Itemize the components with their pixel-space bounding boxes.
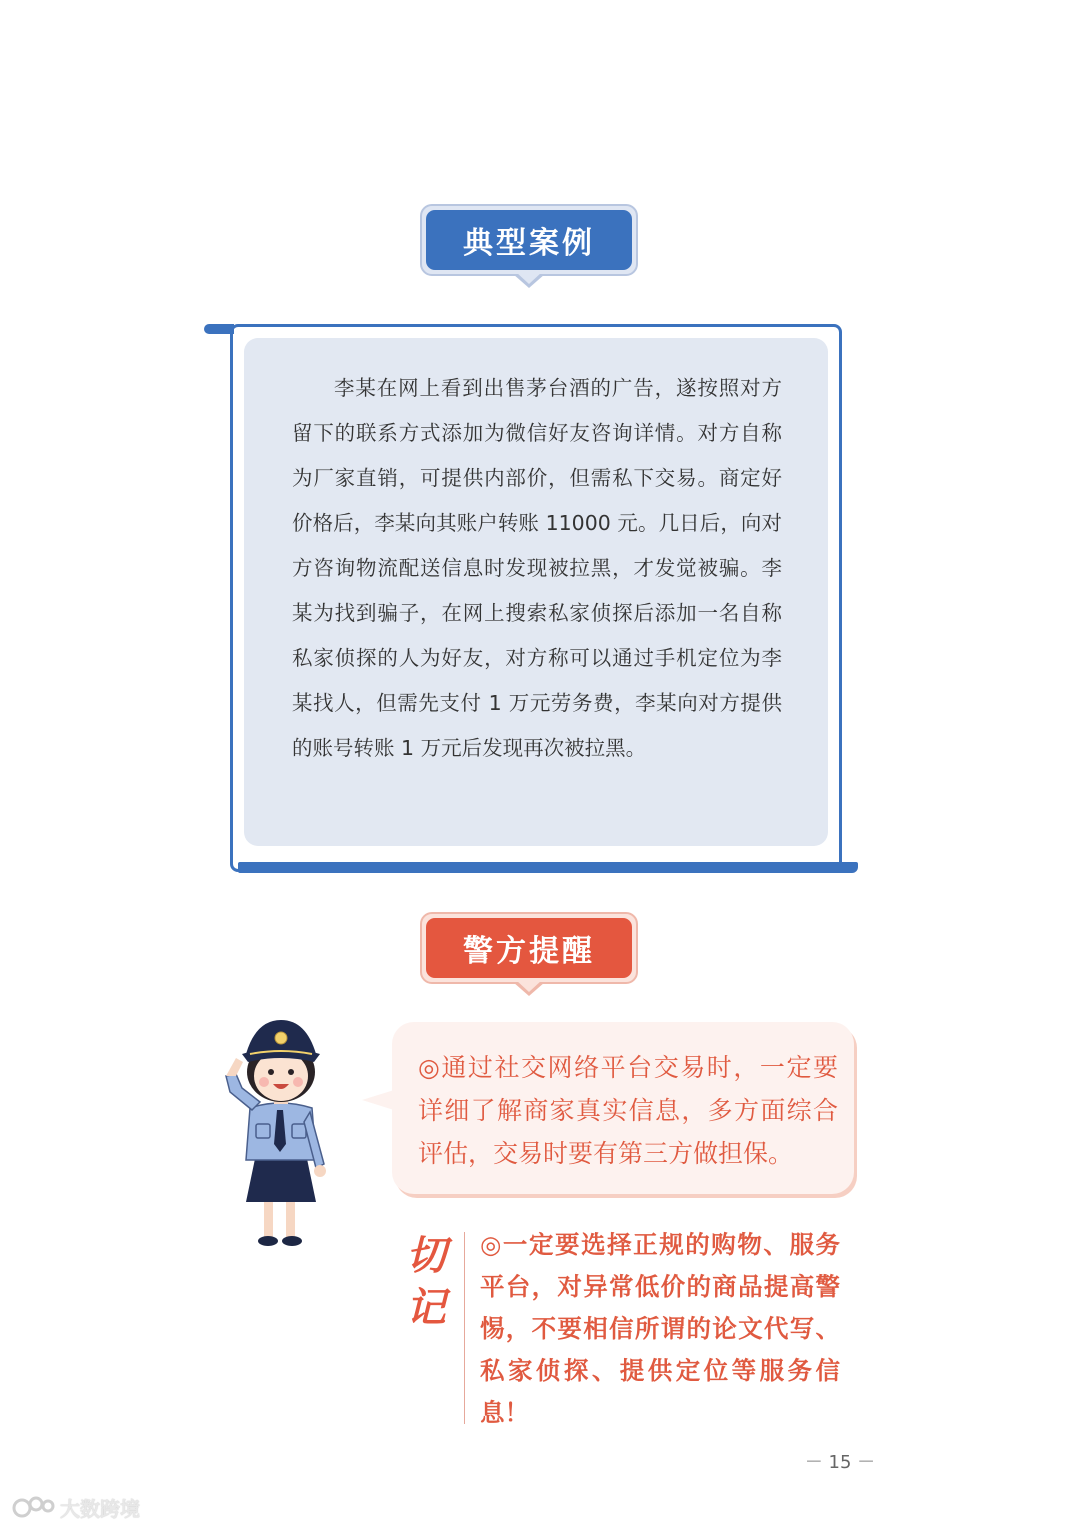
- remember-divider: [464, 1232, 465, 1424]
- police-officer-illustration: [216, 1014, 346, 1250]
- bubble-tail: [362, 1090, 394, 1110]
- reminder-tag-pointer-inner: [516, 980, 542, 992]
- case-frame-bottom-bar: [238, 862, 858, 873]
- case-section-title: 典型案例: [426, 210, 632, 270]
- case-tag-pointer-inner: [516, 272, 542, 284]
- case-body-text: 李某在网上看到出售茅台酒的广告，遂按照对方留下的联系方式添加为微信好友咨询详情。对方自称为厂家直销，可提供内部价，但需私下交易。商定好价格后，李某向其账户转账 11000 元。几日后，向对方咨询物流配送信息时发现被拉黑，才发觉被骗。李某为找到骗子，在网上搜索私家侦探后添加一名自称私家侦探的人为好友，对方称可以通过手机定位为李某找人，但需先支付 1 万元劳务费，李某向对方提供的账号转账 1 万元后发现再次被拉黑。: [292, 376, 782, 760]
- watermark: [10, 1492, 140, 1522]
- watermark-text: 大数跨境: [60, 1496, 140, 1521]
- reminder-section-title: 警方提醒: [426, 918, 632, 978]
- watermark-logo-icon: [10, 1494, 56, 1520]
- reminder-section-tag: [420, 912, 638, 984]
- remember-label: 切记: [406, 1232, 446, 1331]
- reminder-bubble-text: ◎通过社交网络平台交易时，一定要详细了解商家真实信息，多方面综合评估，交易时要有第三方做担保。: [418, 1053, 838, 1168]
- case-frame-tab: [204, 324, 234, 334]
- remember-text: ◎一定要选择正规的购物、服务平台，对异常低价的商品提高警惕，不要相信所谓的论文代写、私家侦探、提供定位等服务信息！: [480, 1230, 840, 1427]
- page-number: － 15 －: [804, 1452, 876, 1473]
- case-section-tag: [420, 204, 638, 276]
